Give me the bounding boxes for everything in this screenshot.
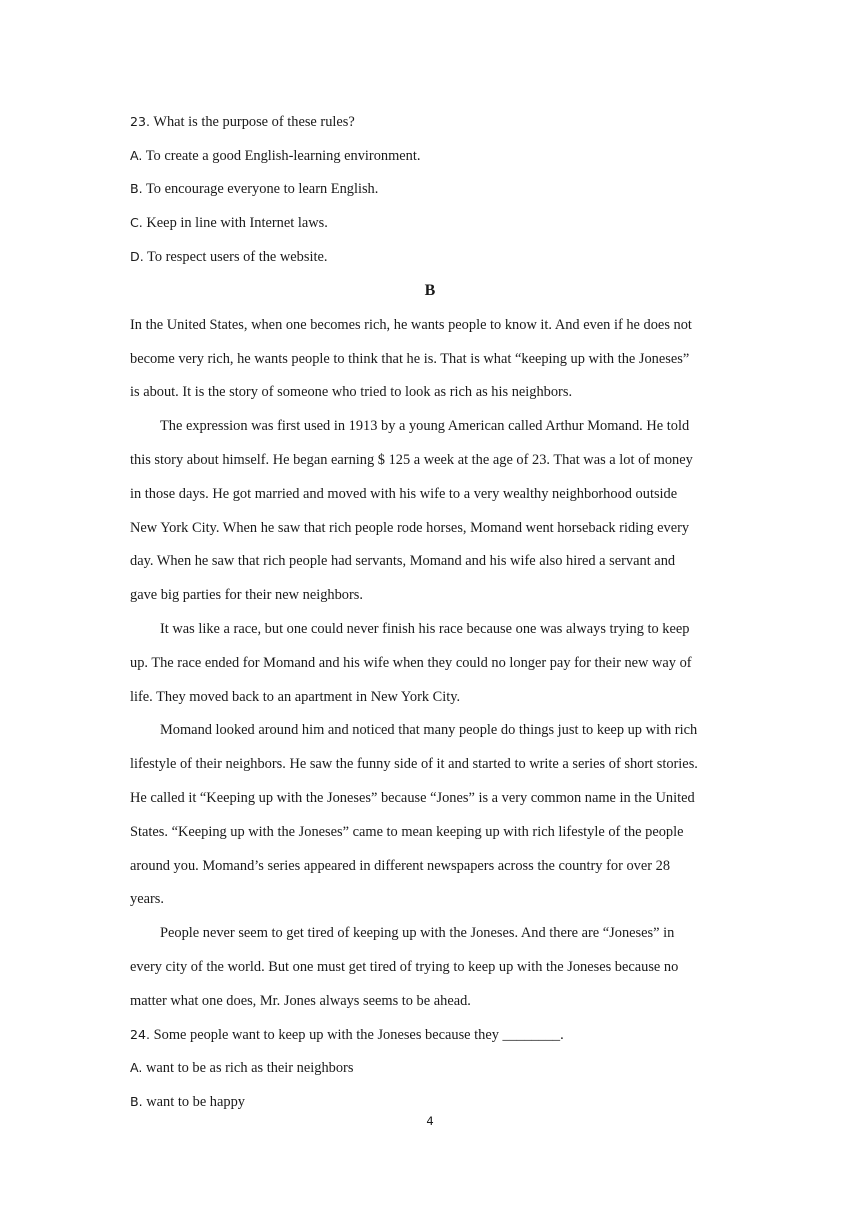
question-23 (130, 112, 355, 132)
passage-line: lifestyle of their neighbors. He saw the funny side of it and started to write a series of short stories. (130, 756, 698, 772)
option-a (130, 146, 420, 166)
option-text: want to be as rich as their neighbors (146, 1060, 354, 1076)
option-b (130, 179, 378, 199)
question-24 (130, 1025, 564, 1045)
passage-line: Momand looked around him and noticed that many people do things just to keep up with rich (160, 722, 698, 738)
question-number: 24. (130, 1027, 151, 1042)
option-d (130, 247, 327, 267)
passage-line: He called it “Keeping up with the Joneses” because “Jones” is a very common name in the United (130, 790, 695, 806)
passage-line: become very rich, he wants people to think that he is. That is what “keeping up with the Joneses” (130, 351, 690, 367)
option-letter: A. (130, 148, 143, 163)
option-text: To encourage everyone to learn English. (146, 181, 379, 197)
question-text: What is the purpose of these rules? (153, 114, 355, 130)
option-a (130, 1058, 353, 1078)
option-letter: B. (130, 181, 143, 196)
passage-line: every city of the world. But one must get tired of trying to keep up with the Joneses because no (130, 959, 679, 975)
option-text: Keep in line with Internet laws. (146, 215, 328, 231)
option-letter: C. (130, 215, 143, 230)
option-text: want to be happy (146, 1094, 245, 1110)
passage-line: day. When he saw that rich people had servants, Momand and his wife also hired a servant and (130, 553, 676, 569)
passage-line: matter what one does, Mr. Jones always seems to be ahead. (130, 993, 471, 1009)
option-letter: A. (130, 1060, 143, 1075)
passage-line: gave big parties for their new neighbors. (130, 587, 363, 603)
option-c (130, 213, 328, 233)
question-number: 23. (130, 114, 151, 129)
option-letter: D. (130, 249, 144, 264)
passage-line: The expression was first used in 1913 by a young American called Arthur Momand. He told (160, 418, 690, 434)
passage-line: this story about himself. He began earning $ 125 a week at the age of 23. That was a lot of money (130, 452, 693, 468)
passage-line: in those days. He got married and moved with his wife to a very wealthy neighborhood outside (130, 486, 678, 502)
passage-line: is about. It is the story of someone who tried to look as rich as his neighbors. (130, 384, 573, 400)
passage-line: years. (130, 891, 164, 907)
option-b (130, 1092, 245, 1112)
passage-line: New York City. When he saw that rich people rode horses, Momand went horseback riding every (130, 520, 690, 536)
section-title: B (424, 282, 436, 299)
passage-line: In the United States, when one becomes rich, he wants people to know it. And even if he does not (130, 317, 692, 333)
option-text: To respect users of the website. (147, 249, 328, 265)
passage-line: It was like a race, but one could never finish his race because one was always trying to keep (160, 621, 690, 637)
question-text: Some people want to keep up with the Joneses because they ________. (153, 1027, 564, 1043)
passage-line: States. “Keeping up with the Joneses” came to mean keeping up with rich lifestyle of the people (130, 824, 684, 840)
page-number: 4 (426, 1114, 434, 1128)
option-text: To create a good English-learning environment. (145, 148, 421, 164)
passage-line: People never seem to get tired of keeping up with the Joneses. And there are “Joneses” in (160, 925, 675, 941)
passage-line: up. The race ended for Momand and his wife when they could no longer pay for their new way of (130, 655, 692, 671)
passage-line: around you. Momand’s series appeared in different newspapers across the country for over 28 (130, 858, 671, 874)
option-letter: B. (130, 1094, 143, 1109)
passage-line: life. They moved back to an apartment in New York City. (130, 689, 461, 705)
